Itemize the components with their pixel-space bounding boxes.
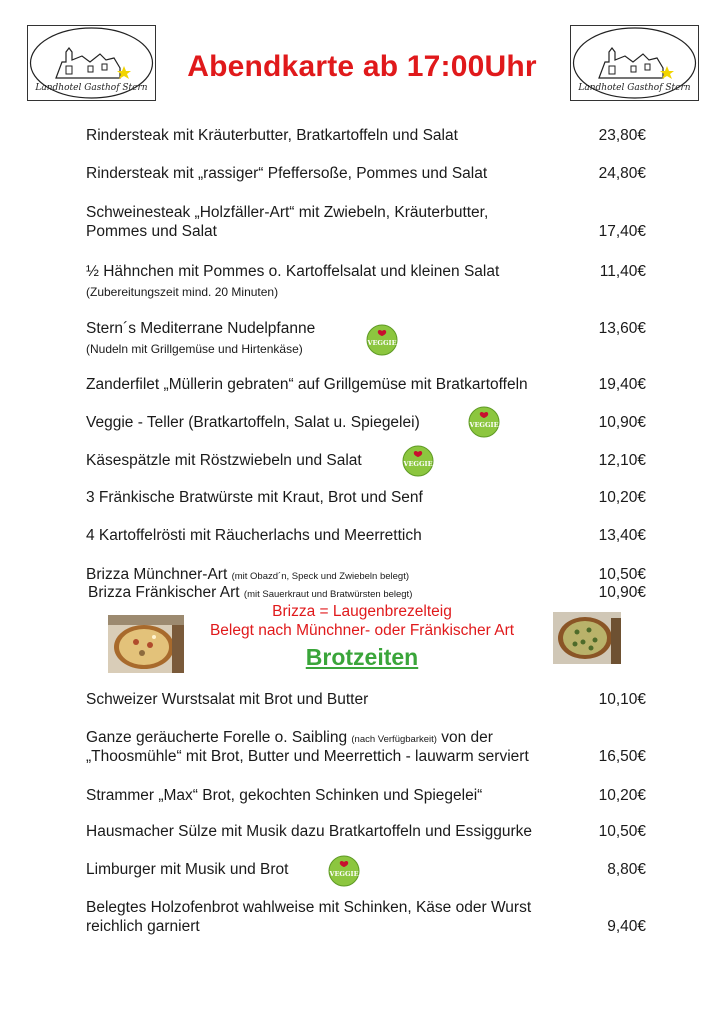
menu-item-name: Schweinesteak „Holzfäller-Art“ mit Zwiebeln, Kräuterbutter,: [86, 204, 489, 221]
menu-item-name: Rindersteak mit Kräuterbutter, Bratkartoffeln und Salat: [86, 127, 458, 144]
menu-item-price: 13,40€: [598, 527, 646, 544]
menu-item-name: Ganze geräucherte Forelle o. Saibling: [86, 729, 348, 746]
svg-text:Landhotel Gasthof Stern: Landhotel Gasthof Stern: [35, 83, 148, 93]
svg-text:VEGGIE: VEGGIE: [367, 339, 397, 347]
menu-item-name-line2: Pommes und Salat: [86, 223, 217, 240]
menu-item-name: Schweizer Wurstsalat mit Brot und Butter: [86, 691, 369, 708]
menu-item-detail: (mit Obazd´n, Speck und Zwiebeln belegt): [231, 571, 409, 582]
menu-item-price: 13,60€: [598, 320, 646, 337]
svg-text:VEGGIE: VEGGIE: [329, 870, 359, 878]
svg-text:Landhotel Gasthof Stern: Landhotel Gasthof Stern: [578, 83, 691, 93]
menu-item-name: 3 Fränkische Bratwürste mit Kraut, Brot und Senf: [86, 489, 423, 506]
veggie-badge-icon: [468, 406, 500, 438]
menu-item-forelle: [86, 728, 493, 749]
menu-item-name: Rindersteak mit „rassiger“ Pfeffersoße, Pommes und Salat: [86, 165, 488, 182]
veggie-badge-icon: [328, 855, 360, 887]
svg-text:VEGGIE: VEGGIE: [469, 421, 499, 429]
brizza-info-line2: Belegt nach Münchner- oder Fränkischer Art: [209, 622, 515, 639]
menu-item-name-line2: reichlich garniert: [86, 918, 200, 935]
menu-item-price: 11,40€: [599, 263, 646, 280]
page-title: Abendkarte ab 17:00Uhr: [187, 50, 537, 83]
menu-item-name: Brizza Fränkischer Art: [88, 584, 240, 601]
menu-item-price: 16,50€: [598, 748, 646, 765]
menu-item-name-line2: „Thoosmühle“ mit Brot, Butter und Meerrettich - lauwarm serviert: [86, 748, 529, 765]
menu-item-name: 4 Kartoffelrösti mit Räucherlachs und Meerrettich: [86, 527, 422, 544]
svg-text:VEGGIE: VEGGIE: [403, 460, 433, 468]
menu-item-name: Veggie - Teller (Bratkartoffeln, Salat u. Spiegelei): [86, 414, 420, 431]
menu-item-name: Hausmacher Sülze mit Musik dazu Bratkartoffeln und Essiggurke: [86, 823, 532, 840]
menu-item-price: 10,20€: [598, 787, 646, 804]
menu-item-note: (Zubereitungszeit mind. 20 Minuten): [86, 285, 279, 299]
menu-item-price: 10,90€: [598, 584, 646, 601]
brizza-info-line1: Brizza = Laugenbrezelteig: [272, 603, 452, 620]
menu-item-detail: (mit Sauerkraut und Bratwürsten belegt): [243, 589, 413, 600]
menu-item-brizza-fraenkisch: [88, 583, 412, 604]
menu-item-price: 10,90€: [598, 414, 646, 431]
menu-item-name: ½ Hähnchen mit Pommes o. Kartoffelsalat und kleinen Salat: [86, 263, 500, 280]
menu-item-price: 24,80€: [598, 165, 646, 182]
menu-item-name: Limburger mit Musik und Brot: [86, 861, 289, 878]
veggie-badge-icon: [402, 445, 434, 477]
menu-item-name: Zanderfilet „Müllerin gebraten“ auf Grillgemüse mit Bratkartoffeln: [86, 376, 528, 393]
menu-item-price: 8,80€: [607, 861, 646, 878]
section-title-brotzeiten: Brotzeiten: [305, 644, 419, 670]
menu-item-price: 9,40€: [607, 918, 646, 935]
menu-item-price: 10,10€: [598, 691, 646, 708]
menu-item-price: 10,50€: [598, 823, 646, 840]
menu-item-name: Brizza Münchner-Art: [86, 566, 228, 583]
menu-item-price: 10,20€: [598, 489, 646, 506]
menu-item-name-tail: von der: [441, 729, 493, 746]
menu-item-name: Stern´s Mediterrane Nudelpfanne: [86, 320, 316, 337]
menu-item-price: 10,50€: [598, 566, 646, 583]
menu-item-price: 19,40€: [598, 376, 646, 393]
menu-item-name: Strammer „Max“ Brot, gekochten Schinken und Spiegelei“: [86, 787, 483, 804]
menu-item-price: 23,80€: [598, 127, 646, 144]
menu-item-name: Käsespätzle mit Röstzwiebeln und Salat: [86, 452, 362, 469]
menu-item-name: Belegtes Holzofenbrot wahlweise mit Schinken, Käse oder Wurst: [86, 899, 532, 916]
menu-item-detail: (nach Verfügbarkeit): [351, 734, 437, 745]
menu-item-note: (Nudeln mit Grillgemüse und Hirtenkäse): [86, 342, 303, 356]
veggie-badge-icon: [366, 324, 398, 356]
menu-item-price: 17,40€: [598, 223, 646, 240]
menu-item-price: 12,10€: [598, 452, 646, 469]
